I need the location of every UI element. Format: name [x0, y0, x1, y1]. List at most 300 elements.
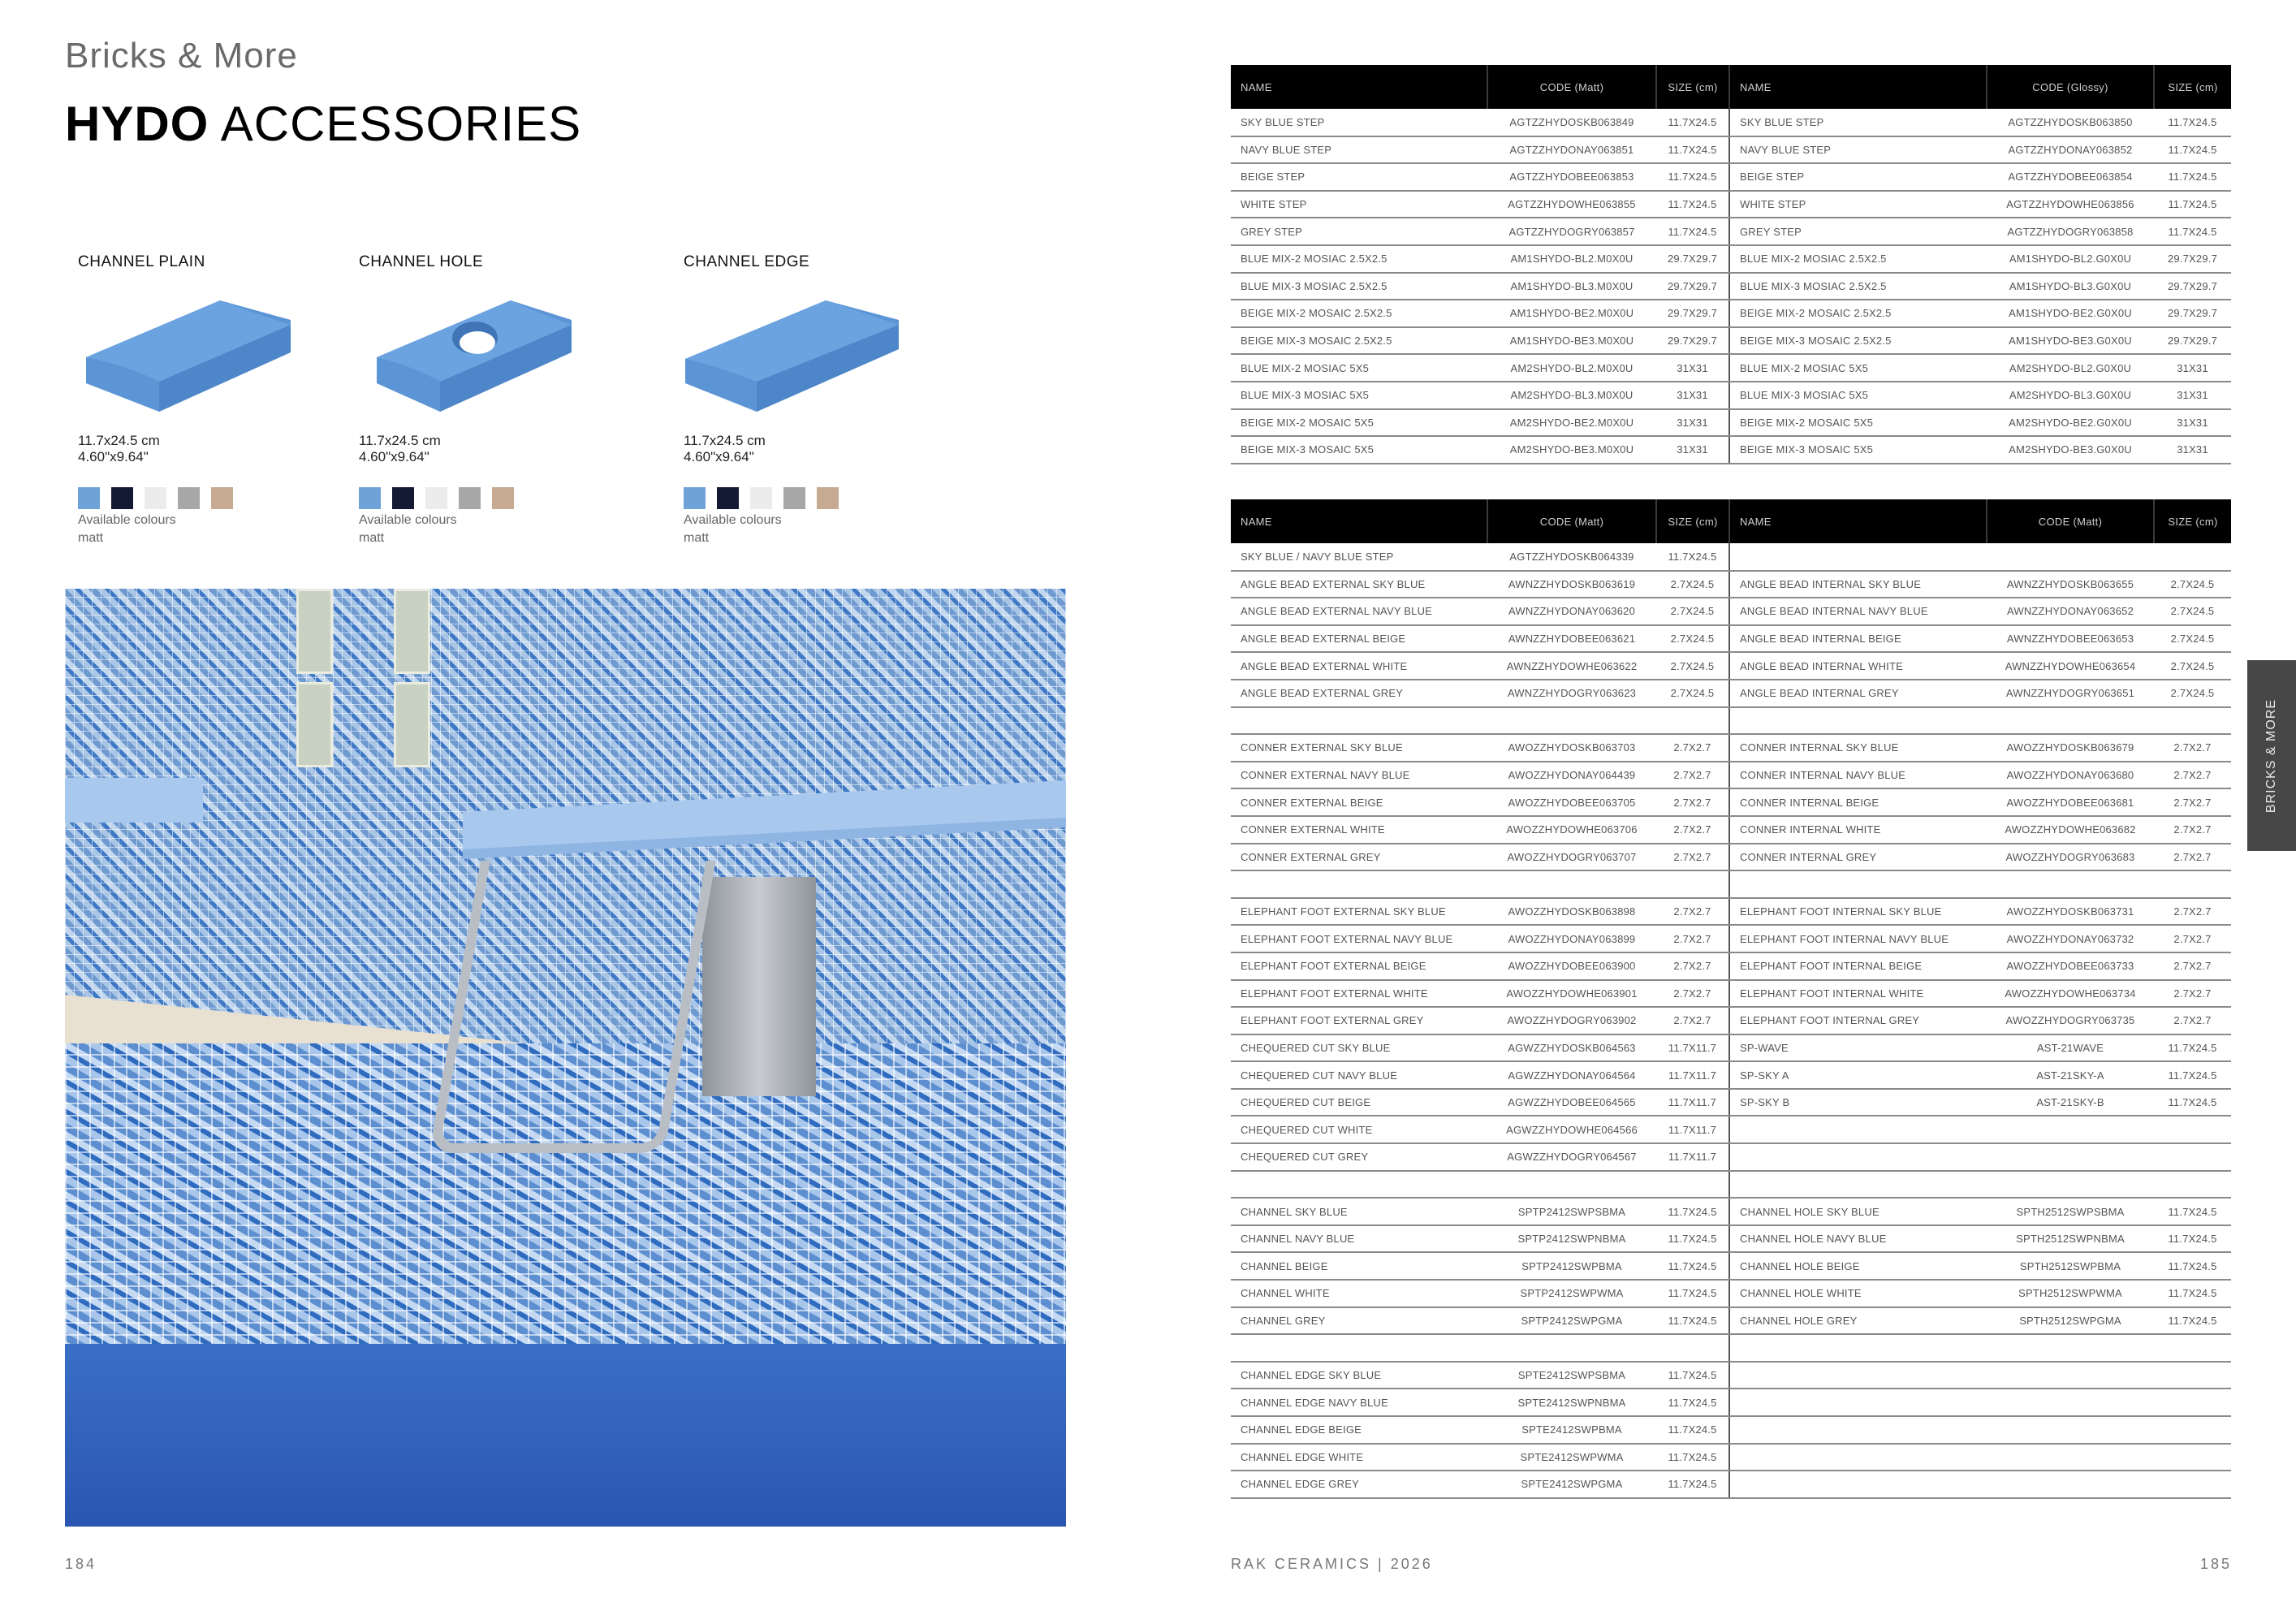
cell-code — [1987, 707, 2154, 735]
cell-code: AM1SHYDO-BE2.G0X0U — [1987, 300, 2154, 327]
page-title-light: ACCESSORIES — [209, 97, 582, 151]
cell-name: BEIGE MIX-2 MOSAIC 5X5 — [1231, 409, 1487, 437]
cell-size: 11.7X24.5 — [1656, 1307, 1729, 1335]
product-label: CHANNEL HOLE — [359, 253, 484, 270]
table-row — [1231, 245, 2231, 273]
swatch-white — [145, 487, 166, 509]
table-row — [1231, 1389, 2231, 1416]
cell-code: AWOZZHYDOGRY063735 — [1987, 1007, 2154, 1034]
cell-name: CONNER INTERNAL BEIGE — [1729, 788, 1987, 816]
cell-name: SP-SKY B — [1729, 1089, 1987, 1116]
cell-name — [1729, 1171, 1987, 1199]
cell-code — [1987, 543, 2154, 571]
cell-code: SPTH2512SWPGMA — [1987, 1307, 2154, 1335]
cell-code: AM2SHYDO-BL3.G0X0U — [1987, 382, 2154, 409]
swatch-sky-blue — [359, 487, 381, 509]
cell-code: SPTH2512SWPBMA — [1987, 1252, 2154, 1280]
cell-name: SKY BLUE STEP — [1231, 109, 1487, 136]
cell-size: 11.7X24.5 — [1656, 109, 1729, 136]
cell-size: 11.7X24.5 — [2154, 218, 2231, 245]
cell-code — [1487, 1334, 1656, 1362]
cell-code: SPTH2512SWPNBMA — [1987, 1225, 2154, 1253]
table-row — [1231, 680, 2231, 707]
table-row — [1231, 1307, 2231, 1335]
table-row — [1231, 191, 2231, 218]
swatch-sky-blue — [684, 487, 706, 509]
cell-name: SP-SKY A — [1729, 1061, 1987, 1089]
table-row — [1231, 163, 2231, 191]
cell-size: 11.7X24.5 — [2154, 1198, 2231, 1225]
cell-size: 2.7X24.5 — [2154, 571, 2231, 598]
cell-code: AGTZZHYDOGRY063858 — [1987, 218, 2154, 245]
header-code-matt: CODE (Matt) — [1487, 65, 1656, 109]
cell-name — [1729, 1444, 1987, 1471]
cell-name: BLUE MIX-2 MOSIAC 5X5 — [1231, 354, 1487, 382]
cell-size — [2154, 1389, 2231, 1416]
cell-size: 29.7X29.7 — [2154, 327, 2231, 355]
cell-name: BEIGE MIX-3 MOSAIC 5X5 — [1231, 436, 1487, 464]
cell-code: AWNZZHYDOWHE063654 — [1987, 652, 2154, 680]
table-header-row — [1231, 499, 2231, 543]
glass-block — [394, 682, 430, 767]
cell-code: AWNZZHYDOSKB063655 — [1987, 571, 2154, 598]
cell-size: 11.7X24.5 — [2154, 1307, 2231, 1335]
table-row — [1231, 925, 2231, 952]
cell-code: AGTZZHYDOBEE063854 — [1987, 163, 2154, 191]
cell-size: 2.7X2.7 — [2154, 898, 2231, 926]
table-row — [1231, 300, 2231, 327]
table-row — [1231, 1416, 2231, 1444]
header-name: NAME — [1231, 499, 1487, 543]
cell-name: ANGLE BEAD EXTERNAL WHITE — [1231, 652, 1487, 680]
cell-code: AWOZZHYDOWHE063901 — [1487, 980, 1656, 1008]
cell-size: 11.7X24.5 — [2154, 163, 2231, 191]
cell-code: AWOZZHYDONAY063680 — [1987, 762, 2154, 789]
cell-code: AGTZZHYDONAY063851 — [1487, 136, 1656, 164]
table-row — [1231, 1171, 2231, 1199]
cell-code: AWOZZHYDOSKB063731 — [1987, 898, 2154, 926]
cell-size — [1656, 1171, 1729, 1199]
cell-size — [2154, 1444, 2231, 1471]
cell-code: SPTE2412SWPNBMA — [1487, 1389, 1656, 1416]
product-label: CHANNEL PLAIN — [78, 253, 205, 270]
cell-name: BEIGE STEP — [1231, 163, 1487, 191]
header-code-glossy: CODE (Glossy) — [1987, 65, 2154, 109]
footer-brand: RAK CERAMICS | 2026 — [1231, 1556, 1433, 1572]
colour-swatches — [684, 487, 943, 509]
table-row — [1231, 870, 2231, 898]
cell-size: 11.7X24.5 — [1656, 218, 1729, 245]
cell-name: ANGLE BEAD EXTERNAL NAVY BLUE — [1231, 598, 1487, 625]
table-row — [1231, 436, 2231, 464]
cell-code: AM1SHYDO-BL2.G0X0U — [1987, 245, 2154, 273]
cell-name: ELEPHANT FOOT INTERNAL SKY BLUE — [1729, 898, 1987, 926]
cell-code: AWOZZHYDOGRY063683 — [1987, 844, 2154, 871]
table-header-row — [1231, 65, 2231, 109]
cell-code: AM1SHYDO-BE3.M0X0U — [1487, 327, 1656, 355]
cell-code: AGWZZHYDONAY064564 — [1487, 1061, 1656, 1089]
cell-code: AWOZZHYDONAY063732 — [1987, 925, 2154, 952]
cell-name: CONNER EXTERNAL SKY BLUE — [1231, 734, 1487, 762]
cell-size: 2.7X24.5 — [1656, 625, 1729, 653]
header-size: SIZE (cm) — [2154, 65, 2231, 109]
cell-name — [1729, 1416, 1987, 1444]
side-tab-label: BRICKS & MORE — [2264, 698, 2279, 813]
table-row — [1231, 707, 2231, 735]
cell-code: AGWZZHYDOGRY064567 — [1487, 1143, 1656, 1171]
cell-size: 11.7X24.5 — [2154, 109, 2231, 136]
cell-size: 2.7X2.7 — [1656, 898, 1729, 926]
cell-size: 11.7X24.5 — [2154, 1252, 2231, 1280]
cell-code: AM2SHYDO-BE3.G0X0U — [1987, 436, 2154, 464]
cell-size — [2154, 870, 2231, 898]
cell-name: ELEPHANT FOOT EXTERNAL SKY BLUE — [1231, 898, 1487, 926]
cell-size: 11.7X24.5 — [1656, 1280, 1729, 1307]
cell-name — [1729, 1334, 1987, 1362]
cell-size: 11.7X11.7 — [1656, 1116, 1729, 1143]
cell-size: 31X31 — [1656, 354, 1729, 382]
cell-name: CONNER EXTERNAL BEIGE — [1231, 788, 1487, 816]
cell-name: CHANNEL HOLE WHITE — [1729, 1280, 1987, 1307]
cell-size: 2.7X2.7 — [2154, 925, 2231, 952]
cell-code: AST-21WAVE — [1987, 1034, 2154, 1062]
cell-size: 11.7X24.5 — [2154, 191, 2231, 218]
table-row — [1231, 1225, 2231, 1253]
cell-code — [1987, 870, 2154, 898]
cell-code: AM1SHYDO-BE2.M0X0U — [1487, 300, 1656, 327]
swatch-beige — [817, 487, 839, 509]
cell-name — [1729, 1143, 1987, 1171]
cell-code: AWOZZHYDOSKB063898 — [1487, 898, 1656, 926]
cell-code: SPTP2412SWPSBMA — [1487, 1198, 1656, 1225]
cell-code: AGTZZHYDOBEE063853 — [1487, 163, 1656, 191]
cell-size: 31X31 — [2154, 382, 2231, 409]
cell-name: BEIGE MIX-2 MOSAIC 2.5X2.5 — [1729, 300, 1987, 327]
cell-size: 2.7X24.5 — [2154, 680, 2231, 707]
cell-size — [2154, 543, 2231, 571]
cell-code: AWOZZHYDOWHE063734 — [1987, 980, 2154, 1008]
table-row — [1231, 1252, 2231, 1280]
cell-size: 11.7X24.5 — [1656, 1389, 1729, 1416]
cell-code: AWOZZHYDOWHE063682 — [1987, 816, 2154, 844]
swatch-beige — [492, 487, 514, 509]
cell-size: 29.7X29.7 — [1656, 327, 1729, 355]
cell-name: ANGLE BEAD EXTERNAL GREY — [1231, 680, 1487, 707]
cell-code — [1987, 1334, 2154, 1362]
swatch-navy-blue — [392, 487, 414, 509]
cell-code: AWNZZHYDONAY063620 — [1487, 598, 1656, 625]
cell-code: AM2SHYDO-BE2.G0X0U — [1987, 409, 2154, 437]
cell-code: AWOZZHYDONAY063899 — [1487, 925, 1656, 952]
cell-name: ANGLE BEAD INTERNAL SKY BLUE — [1729, 571, 1987, 598]
cell-size: 29.7X29.7 — [1656, 273, 1729, 300]
cell-size: 11.7X24.5 — [1656, 1252, 1729, 1280]
cell-code: AM2SHYDO-BE3.M0X0U — [1487, 436, 1656, 464]
cell-size — [2154, 1171, 2231, 1199]
cell-size: 29.7X29.7 — [1656, 300, 1729, 327]
table-row — [1231, 734, 2231, 762]
cell-size: 11.7X24.5 — [2154, 1280, 2231, 1307]
cell-name: ELEPHANT FOOT INTERNAL WHITE — [1729, 980, 1987, 1008]
cell-size: 11.7X24.5 — [2154, 1034, 2231, 1062]
cell-code: AWOZZHYDOSKB063679 — [1987, 734, 2154, 762]
table-row — [1231, 327, 2231, 355]
cell-name: ELEPHANT FOOT EXTERNAL NAVY BLUE — [1231, 925, 1487, 952]
cell-name: ANGLE BEAD INTERNAL NAVY BLUE — [1729, 598, 1987, 625]
table-row — [1231, 1280, 2231, 1307]
cell-name: BEIGE MIX-2 MOSAIC 5X5 — [1729, 409, 1987, 437]
cell-name: BLUE MIX-3 MOSIAC 2.5X2.5 — [1729, 273, 1987, 300]
cell-size: 11.7X24.5 — [1656, 163, 1729, 191]
cell-name — [1231, 707, 1487, 735]
cell-size: 2.7X2.7 — [2154, 762, 2231, 789]
cell-name: CHEQUERED CUT WHITE — [1231, 1116, 1487, 1143]
cell-size: 11.7X24.5 — [2154, 1089, 2231, 1116]
cell-code: AWNZZHYDOBEE063621 — [1487, 625, 1656, 653]
table-row — [1231, 1444, 2231, 1471]
table-row — [1231, 1061, 2231, 1089]
cell-name: CHANNEL WHITE — [1231, 1280, 1487, 1307]
cell-code — [1987, 1362, 2154, 1389]
cell-code: AM1SHYDO-BL3.G0X0U — [1987, 273, 2154, 300]
cell-size: 2.7X2.7 — [1656, 1007, 1729, 1034]
cell-name: ELEPHANT FOOT INTERNAL BEIGE — [1729, 952, 1987, 980]
table-row — [1231, 382, 2231, 409]
cell-code: AM2SHYDO-BL2.M0X0U — [1487, 354, 1656, 382]
cell-code: AGWZZHYDOSKB064563 — [1487, 1034, 1656, 1062]
cell-size: 2.7X2.7 — [2154, 1007, 2231, 1034]
cell-name: CHANNEL BEIGE — [1231, 1252, 1487, 1280]
cell-size — [1656, 1334, 1729, 1362]
cell-name: CONNER INTERNAL WHITE — [1729, 816, 1987, 844]
cell-size: 11.7X24.5 — [1656, 1362, 1729, 1389]
cell-size: 11.7X24.5 — [1656, 191, 1729, 218]
cell-size: 11.7X11.7 — [1656, 1034, 1729, 1062]
cell-name: WHITE STEP — [1729, 191, 1987, 218]
header-size: SIZE (cm) — [1656, 65, 1729, 109]
swatch-beige — [211, 487, 233, 509]
cell-code: SPTE2412SWPWMA — [1487, 1444, 1656, 1471]
cell-size: 11.7X24.5 — [1656, 1416, 1729, 1444]
steps-mosaic-table — [1231, 65, 2231, 464]
cell-name: BLUE MIX-3 MOSIAC 2.5X2.5 — [1231, 273, 1487, 300]
cell-size — [2154, 1362, 2231, 1389]
cell-name: BEIGE MIX-2 MOSAIC 2.5X2.5 — [1231, 300, 1487, 327]
glass-block — [296, 589, 333, 674]
cell-size: 2.7X24.5 — [1656, 571, 1729, 598]
cell-code: AWNZZHYDOGRY063651 — [1987, 680, 2154, 707]
cell-size: 31X31 — [1656, 436, 1729, 464]
cell-name — [1231, 870, 1487, 898]
cell-name: CHANNEL HOLE NAVY BLUE — [1729, 1225, 1987, 1253]
cell-code — [1987, 1143, 2154, 1171]
cell-name: CONNER INTERNAL SKY BLUE — [1729, 734, 1987, 762]
swatch-grey — [783, 487, 805, 509]
cell-name: ELEPHANT FOOT EXTERNAL BEIGE — [1231, 952, 1487, 980]
table-row — [1231, 1334, 2231, 1362]
cell-size: 29.7X29.7 — [2154, 273, 2231, 300]
cell-size — [2154, 1143, 2231, 1171]
cell-size: 29.7X29.7 — [1656, 245, 1729, 273]
cell-name: GREY STEP — [1729, 218, 1987, 245]
cell-name: BEIGE MIX-3 MOSAIC 5X5 — [1729, 436, 1987, 464]
cell-code — [1487, 707, 1656, 735]
cell-name: BEIGE MIX-3 MOSAIC 2.5X2.5 — [1231, 327, 1487, 355]
cell-name: CHANNEL HOLE SKY BLUE — [1729, 1198, 1987, 1225]
header-size: SIZE (cm) — [2154, 499, 2231, 543]
cell-name: NAVY BLUE STEP — [1231, 136, 1487, 164]
cell-name: ELEPHANT FOOT EXTERNAL GREY — [1231, 1007, 1487, 1034]
cell-code: AWOZZHYDONAY064439 — [1487, 762, 1656, 789]
cell-code: SPTE2412SWPSBMA — [1487, 1362, 1656, 1389]
cell-code: AWNZZHYDOGRY063623 — [1487, 680, 1656, 707]
cell-code: AM2SHYDO-BL2.G0X0U — [1987, 354, 2154, 382]
cell-size: 2.7X2.7 — [2154, 788, 2231, 816]
cell-size: 2.7X24.5 — [2154, 625, 2231, 653]
cell-code: AM1SHYDO-BE3.G0X0U — [1987, 327, 2154, 355]
table-row — [1231, 788, 2231, 816]
cell-name — [1231, 1171, 1487, 1199]
cell-size — [2154, 1334, 2231, 1362]
table-row — [1231, 1143, 2231, 1171]
cell-name: CHANNEL EDGE WHITE — [1231, 1444, 1487, 1471]
product-card-channel-edge — [684, 253, 943, 545]
cell-name: BLUE MIX-3 MOSIAC 5X5 — [1729, 382, 1987, 409]
swatch-navy-blue — [111, 487, 133, 509]
page-number-right: 185 — [2200, 1556, 2233, 1572]
cell-name: CHANNEL HOLE GREY — [1729, 1307, 1987, 1335]
cell-size: 2.7X2.7 — [1656, 952, 1729, 980]
cell-size: 2.7X2.7 — [1656, 925, 1729, 952]
cell-code: AGTZZHYDOWHE063856 — [1987, 191, 2154, 218]
starting-block-post — [702, 877, 816, 1096]
cell-code: AWNZZHYDOSKB063619 — [1487, 571, 1656, 598]
table-row — [1231, 1116, 2231, 1143]
cell-name: CONNER EXTERNAL WHITE — [1231, 816, 1487, 844]
colour-swatches — [359, 487, 619, 509]
product-size-in: 4.60"x9.64" — [684, 449, 754, 464]
cell-size: 2.7X2.7 — [1656, 844, 1729, 871]
cell-size: 31X31 — [2154, 436, 2231, 464]
finish-label: matt — [78, 531, 104, 545]
cell-name: BLUE MIX-2 MOSIAC 5X5 — [1729, 354, 1987, 382]
cell-size: 2.7X2.7 — [2154, 952, 2231, 980]
header-name: NAME — [1231, 65, 1487, 109]
cell-name — [1729, 707, 1987, 735]
cell-size: 2.7X24.5 — [1656, 652, 1729, 680]
cell-code: SPTP2412SWPGMA — [1487, 1307, 1656, 1335]
table-row — [1231, 1198, 2231, 1225]
table-row — [1231, 109, 2231, 136]
cell-code: AST-21SKY-A — [1987, 1061, 2154, 1089]
cell-code — [1987, 1444, 2154, 1471]
cell-name: ELEPHANT FOOT EXTERNAL WHITE — [1231, 980, 1487, 1008]
cell-name: BLUE MIX-2 MOSIAC 2.5X2.5 — [1231, 245, 1487, 273]
cell-size: 2.7X2.7 — [2154, 734, 2231, 762]
cell-code — [1987, 1171, 2154, 1199]
cell-code: AM2SHYDO-BE2.M0X0U — [1487, 409, 1656, 437]
cell-code: SPTH2512SWPSBMA — [1987, 1198, 2154, 1225]
table-row — [1231, 625, 2231, 653]
cell-size: 11.7X24.5 — [2154, 1225, 2231, 1253]
product-size-cm: 11.7x24.5 cm — [359, 433, 441, 448]
cell-code: AWOZZHYDOBEE063681 — [1987, 788, 2154, 816]
cell-size — [2154, 1416, 2231, 1444]
product-label: CHANNEL EDGE — [684, 253, 810, 270]
cell-name: BEIGE STEP — [1729, 163, 1987, 191]
available-colours-label: Available colours — [78, 513, 176, 527]
cell-name: BLUE MIX-3 MOSIAC 5X5 — [1231, 382, 1487, 409]
cell-size: 31X31 — [1656, 382, 1729, 409]
cell-size: 11.7X11.7 — [1656, 1143, 1729, 1171]
cell-code: AGTZZHYDOSKB064339 — [1487, 543, 1656, 571]
cell-size: 2.7X2.7 — [2154, 980, 2231, 1008]
cell-name — [1729, 1362, 1987, 1389]
finish-label: matt — [684, 531, 710, 545]
cell-code: AGTZZHYDOWHE063855 — [1487, 191, 1656, 218]
table-row — [1231, 218, 2231, 245]
cell-code: AWOZZHYDOBEE063733 — [1987, 952, 2154, 980]
cell-code: AGTZZHYDOSKB063849 — [1487, 109, 1656, 136]
cell-code — [1487, 870, 1656, 898]
cell-code: AGWZZHYDOWHE064566 — [1487, 1116, 1656, 1143]
glass-block — [296, 682, 333, 767]
table-row — [1231, 273, 2231, 300]
cell-name: CHANNEL GREY — [1231, 1307, 1487, 1335]
header-code-matt: CODE (Matt) — [1487, 499, 1656, 543]
colour-swatches — [78, 487, 338, 509]
pool-water — [65, 1344, 1066, 1527]
section-side-tab[interactable] — [2247, 660, 2296, 851]
table-row — [1231, 762, 2231, 789]
cell-size — [2154, 707, 2231, 735]
table-row — [1231, 1089, 2231, 1116]
product-card-channel-plain — [78, 253, 338, 545]
table-row — [1231, 136, 2231, 164]
cell-size: 2.7X2.7 — [2154, 844, 2231, 871]
cell-code — [1487, 1171, 1656, 1199]
pool-mosaic-photo — [65, 589, 1066, 1527]
table-row — [1231, 354, 2231, 382]
cell-code — [1987, 1471, 2154, 1498]
cell-size: 11.7X24.5 — [1656, 1471, 1729, 1498]
cell-size: 2.7X2.7 — [1656, 762, 1729, 789]
cell-code: SPTE2412SWPGMA — [1487, 1471, 1656, 1498]
product-size-in: 4.60"x9.64" — [78, 449, 149, 464]
cell-name: WHITE STEP — [1231, 191, 1487, 218]
table-row — [1231, 571, 2231, 598]
cell-code: AWOZZHYDOGRY063707 — [1487, 844, 1656, 871]
cell-name: ANGLE BEAD INTERNAL GREY — [1729, 680, 1987, 707]
cell-size: 11.7X24.5 — [1656, 543, 1729, 571]
cell-name: CHANNEL EDGE SKY BLUE — [1231, 1362, 1487, 1389]
cell-code: AWOZZHYDOGRY063902 — [1487, 1007, 1656, 1034]
cell-name — [1729, 870, 1987, 898]
cell-size: 29.7X29.7 — [2154, 245, 2231, 273]
channel-edge-tile-icon — [684, 278, 903, 432]
product-size-cm: 11.7x24.5 cm — [684, 433, 766, 448]
cell-size: 11.7X11.7 — [1656, 1089, 1729, 1116]
finish-label: matt — [359, 531, 385, 545]
cell-size: 31X31 — [1656, 409, 1729, 437]
cell-code: AWOZZHYDOWHE063706 — [1487, 816, 1656, 844]
cell-code: SPTP2412SWPNBMA — [1487, 1225, 1656, 1253]
cell-name: CHANNEL EDGE GREY — [1231, 1471, 1487, 1498]
cell-code: SPTP2412SWPBMA — [1487, 1252, 1656, 1280]
cell-code: AM1SHYDO-BL2.M0X0U — [1487, 245, 1656, 273]
swatch-white — [750, 487, 772, 509]
cell-code: AST-21SKY-B — [1987, 1089, 2154, 1116]
